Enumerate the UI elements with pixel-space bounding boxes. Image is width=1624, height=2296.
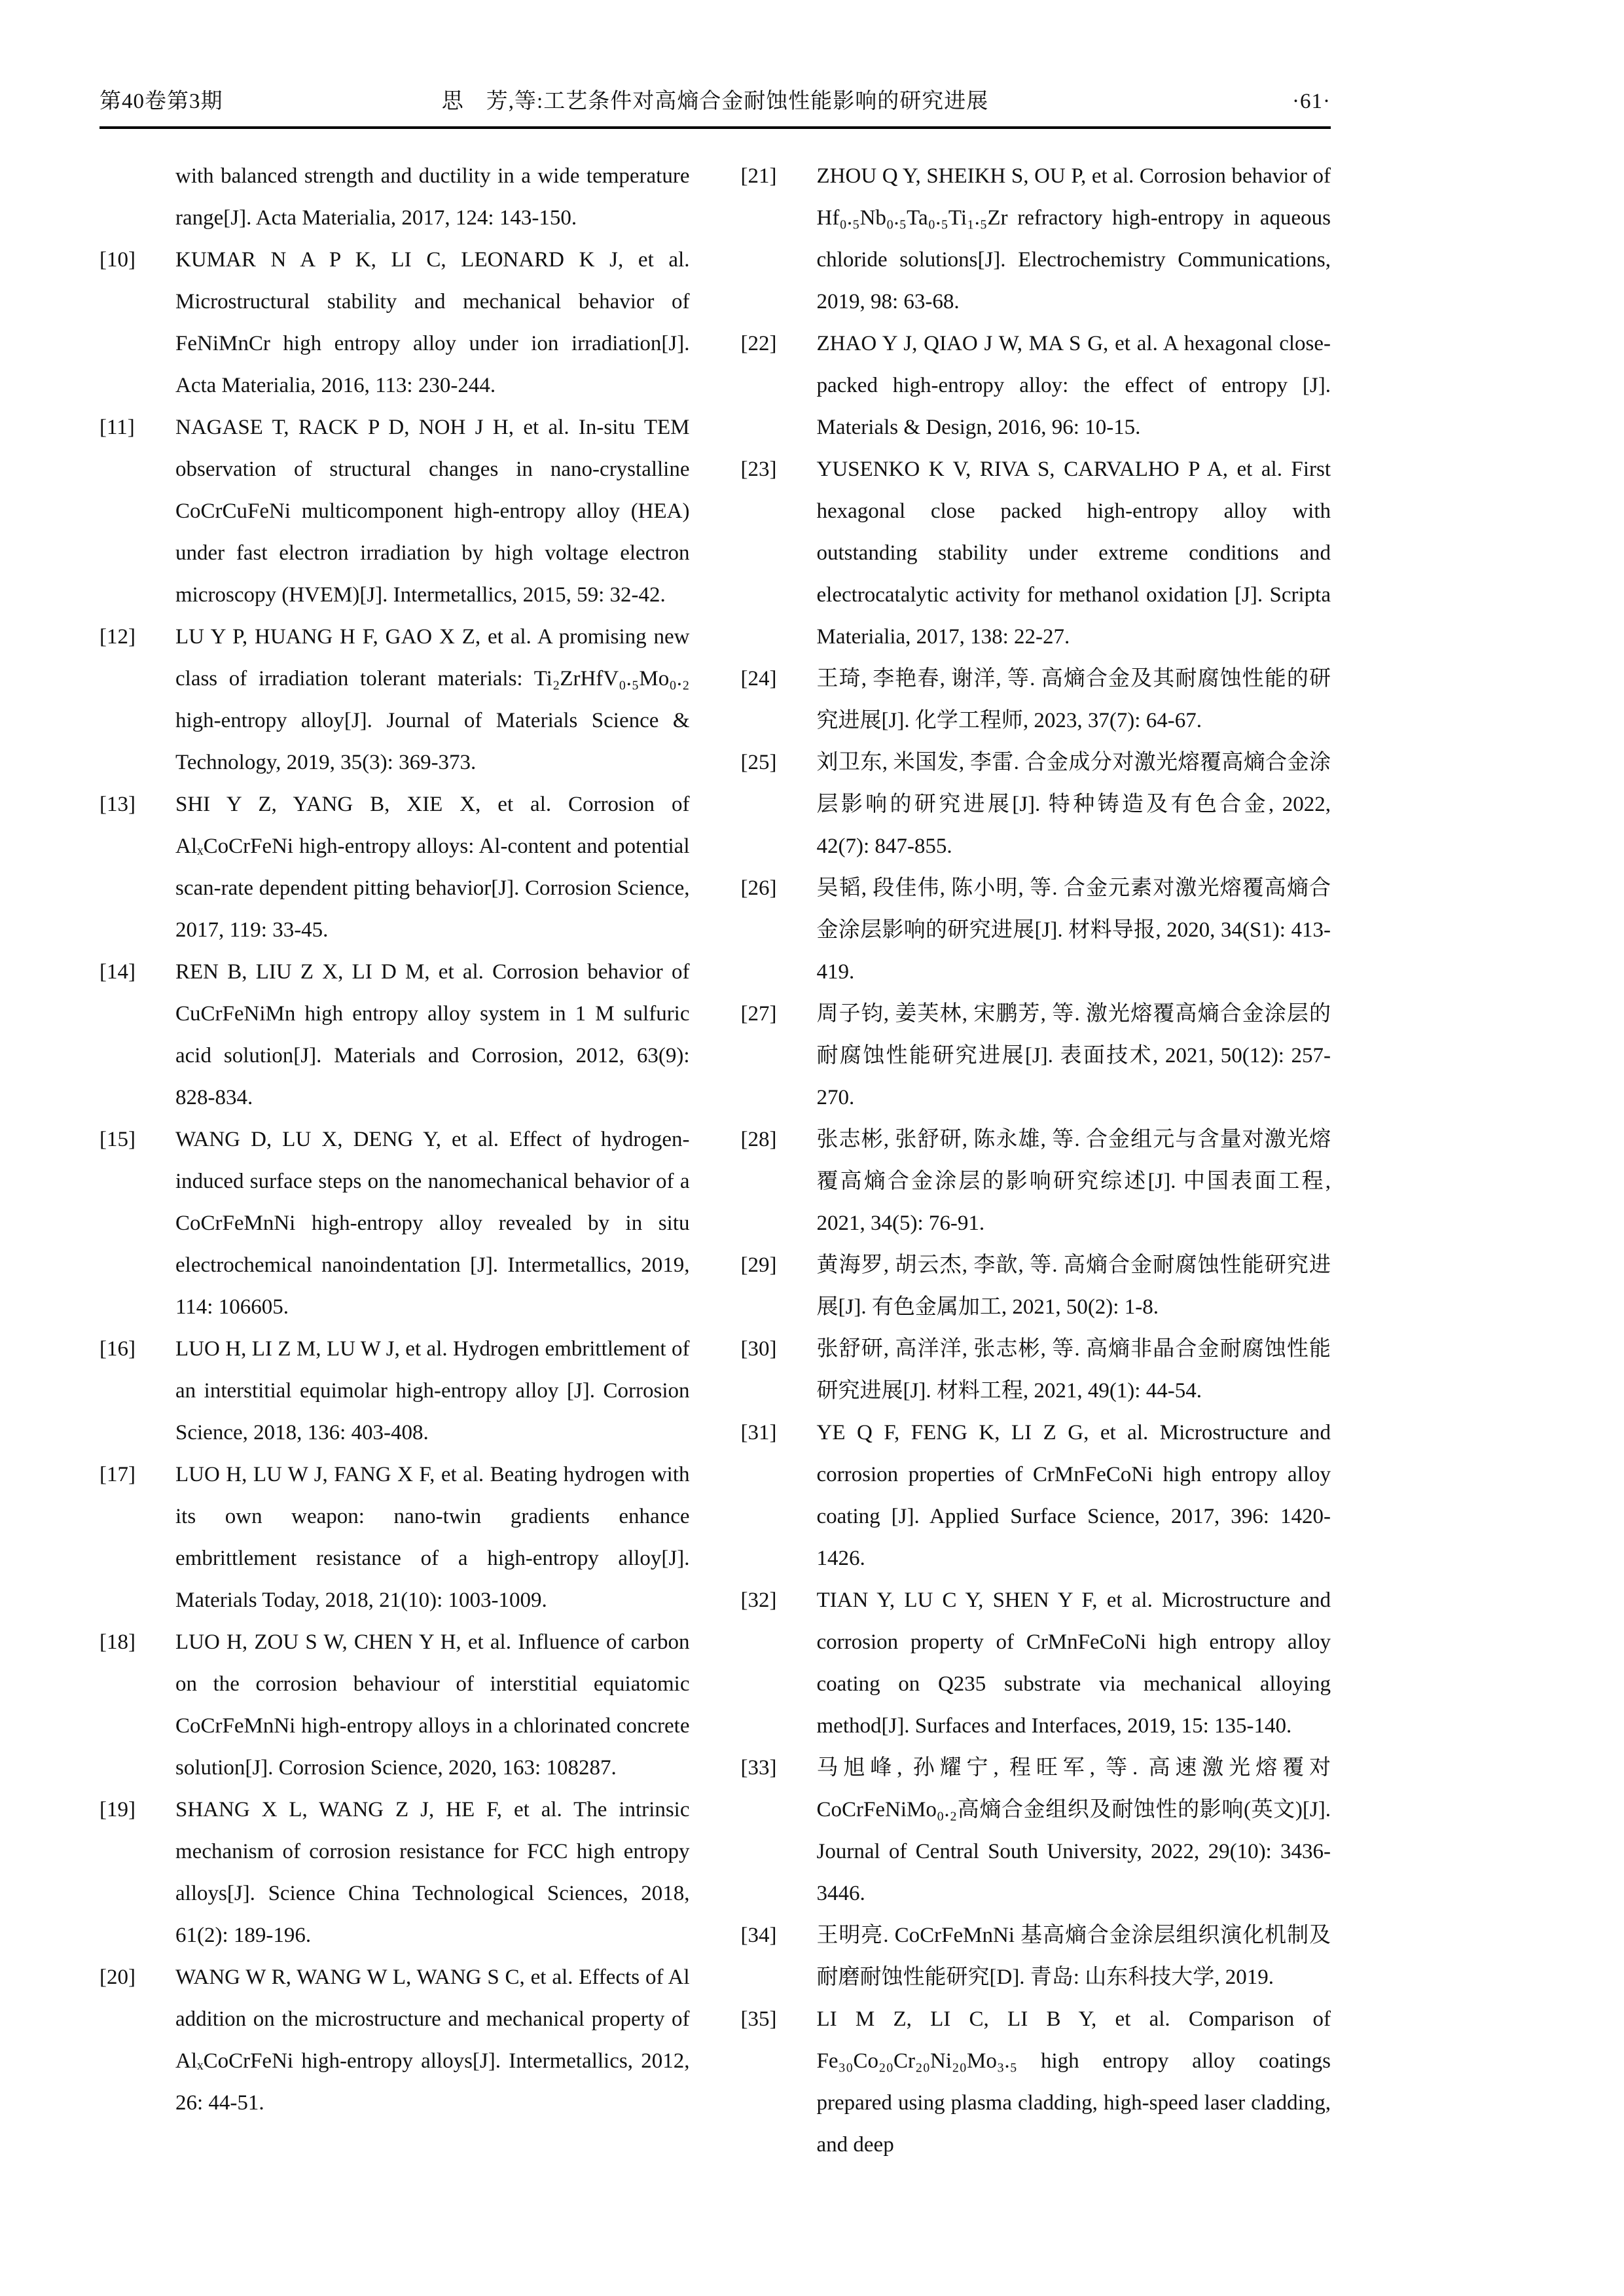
reference-item [99, 616, 690, 783]
reference-item [741, 1914, 1331, 1998]
reference-item [741, 448, 1331, 658]
reference-number: [24] [740, 667, 777, 691]
reference-item [741, 1998, 1331, 2166]
reference-number: [15] [99, 1128, 135, 1151]
reference-item [99, 1328, 690, 1454]
reference-text: NAGASE T, RACK P D, NOH J H, et al. In-situ TEM observation of structural changes in nano-crystalline CoCrCuFeNi multicomponent high-entropy alloy (HEA) under fast electron irradiation by high voltage electron microscopy (HVEM)[J]. Intermetallics, 2015, 59: 32-42. [175, 416, 690, 607]
reference-item [99, 783, 690, 951]
reference-text: TIAN Y, LU C Y, SHEN Y F, et al. Microstructure and corrosion property of CrMnFeCoNi high entropy alloy coating on Q235 substrate via mechanical alloying method[J]. Surfaces and Interfaces, 2019, 15: 135-140. [816, 1588, 1331, 1738]
reference-item [741, 1328, 1331, 1412]
volume-issue-label: 第40卷第3期 [99, 90, 223, 113]
reference-number: [19] [99, 1798, 135, 1821]
reference-number: [16] [99, 1337, 135, 1361]
reference-number: [22] [740, 332, 777, 355]
running-title: 思 芳,等:工艺条件对高熵合金耐蚀性能影响的研究进展 [441, 90, 989, 113]
reference-number: [20] [99, 1965, 135, 1989]
reference-text: LUO H, LI Z M, LU W J, et al. Hydrogen embrittlement of an interstitial equimolar high-entropy alloy [J]. Corrosion Science, 2018, 136: 403-408. [175, 1337, 690, 1444]
reference-item [99, 1789, 690, 1956]
reference-text: LU Y P, HUANG H F, GAO X Z, et al. A promising new class of irradiation tolerant materials: Ti₂ZrHfV₀.₅Mo₀.₂ high-entropy alloy[J]. Journal of Materials Science & Technology, 2019, 35(3): 369-373. [175, 625, 690, 774]
reference-text: 周子钧, 姜芙林, 宋鹏芳, 等. 激光熔覆高熵合金涂层的耐腐蚀性能研究进展[J]. 表面技术, 2021, 50(12): 257-270. [816, 1002, 1331, 1109]
reference-number: [23] [740, 457, 777, 481]
reference-item [741, 1747, 1331, 1914]
reference-number: [35] [740, 2007, 777, 2031]
reference-text: with balanced strength and ductility in a wide temperature range[J]. Acta Materialia, 2017, 124: 143-150. [175, 164, 690, 230]
reference-item [741, 1579, 1331, 1747]
reference-item [99, 1621, 690, 1789]
reference-number: [11] [99, 416, 135, 439]
reference-text: 马旭峰, 孙耀宁, 程旺军, 等. 高速激光熔覆对 CoCrFeNiMo₀.₂高熵合金组织及耐蚀性的影响(英文)[J]. Journal of Central South University, 2022, 29(10): 3436-3446. [816, 1756, 1331, 1905]
reference-text: LUO H, ZOU S W, CHEN Y H, et al. Influence of carbon on the corrosion behaviour of interstitial equiatomic CoCrFeMnNi high-entropy alloys in a chlorinated concrete solution[J]. Corrosion Science, 2020, 163: 108287. [175, 1630, 690, 1780]
reference-item [741, 742, 1331, 867]
reference-number: [17] [99, 1463, 135, 1486]
reference-number: [34] [740, 1924, 777, 1947]
reference-number: [28] [740, 1128, 777, 1151]
reference-text: 张志彬, 张舒研, 陈永雄, 等. 合金组元与含量对激光熔覆高熵合金涂层的影响研究综述[J]. 中国表面工程, 2021, 34(5): 76-91. [816, 1128, 1331, 1235]
reference-item [741, 1119, 1331, 1244]
reference-number: [31] [740, 1421, 777, 1444]
reference-text: 刘卫东, 米国发, 李雷. 合金成分对激光熔覆高熵合金涂层影响的研究进展[J]. 特种铸造及有色合金, 2022, 42(7): 847-855. [816, 751, 1331, 858]
reference-item [741, 1244, 1331, 1328]
reference-text: LUO H, LU W J, FANG X F, et al. Beating hydrogen with its own weapon: nano-twin gradients enhance embrittlement resistance of a high-entropy alloy[J]. Materials Today, 2018, 21(10): 1003-1009. [175, 1463, 690, 1612]
reference-text: 吴韬, 段佳伟, 陈小明, 等. 合金元素对激光熔覆高熵合金涂层影响的研究进展[J]. 材料导报, 2020, 34(S1): 413-419. [816, 876, 1331, 984]
reference-number: [30] [740, 1337, 777, 1361]
reference-number: [13] [99, 793, 135, 816]
reference-number: [27] [740, 1002, 777, 1026]
reference-item [741, 658, 1331, 742]
reference-text: SHANG X L, WANG Z J, HE F, et al. The intrinsic mechanism of corrosion resistance for FCC high entropy alloys[J]. Science China Technological Sciences, 2018, 61(2): 189-196. [175, 1798, 690, 1947]
reference-item [741, 993, 1331, 1119]
reference-item [99, 951, 690, 1119]
reference-number: [26] [740, 876, 777, 900]
reference-text: 王琦, 李艳春, 谢洋, 等. 高熵合金及其耐腐蚀性能的研究进展[J]. 化学工程师, 2023, 37(7): 64-67. [816, 667, 1331, 732]
reference-item [99, 239, 690, 406]
reference-number: [29] [740, 1253, 777, 1277]
reference-text: 张舒研, 高洋洋, 张志彬, 等. 高熵非晶合金耐腐蚀性能研究进展[J]. 材料工程, 2021, 49(1): 44-54. [816, 1337, 1331, 1403]
reference-item [741, 323, 1331, 448]
reference-text: ZHAO Y J, QIAO J W, MA S G, et al. A hexagonal close-packed high-entropy alloy: the effect of entropy [J]. Materials & Design, 2016, 96: 10-15. [816, 332, 1331, 439]
reference-item [741, 1412, 1331, 1579]
reference-text: SHI Y Z, YANG B, XIE X, et al. Corrosion of AlₓCoCrFeNi high-entropy alloys: Al-content and potential scan-rate dependent pitting behavior[J]. Corrosion Science, 2017, 119: 33-45. [175, 793, 690, 942]
reference-item [99, 155, 690, 239]
reference-text: ZHOU Q Y, SHEIKH S, OU P, et al. Corrosion behavior of Hf₀.₅Nb₀.₅Ta₀.₅Ti₁.₅Zr refractory high-entropy in aqueous chloride solutions[J]. Electrochemistry Communications, 2019, 98: 63-68. [816, 164, 1331, 314]
reference-number: [12] [99, 625, 135, 649]
reference-text: LI M Z, LI C, LI B Y, et al. Comparison of Fe₃₀Co₂₀Cr₂₀Ni₂₀Mo₃.₅ high entropy alloy coatings prepared using plasma cladding, high-speed laser cladding, and deep [816, 2007, 1331, 2157]
page-header [99, 84, 1331, 115]
reference-number: [32] [740, 1588, 777, 1612]
reference-number: [10] [99, 248, 135, 272]
reference-item [99, 1119, 690, 1328]
reference-item [99, 406, 690, 616]
reference-number: [21] [740, 164, 777, 188]
header-rule [99, 126, 1331, 129]
reference-text: KUMAR N A P K, LI C, LEONARD K J, et al. Microstructural stability and mechanical behavior of FeNiMnCr high entropy alloy under ion irradiation[J]. Acta Materialia, 2016, 113: 230-244. [175, 248, 690, 397]
references-column-right [741, 155, 1331, 2166]
reference-item [99, 1454, 690, 1621]
reference-text: WANG D, LU X, DENG Y, et al. Effect of hydrogen-induced surface steps on the nanomechanical behavior of a CoCrFeMnNi high-entropy alloy revealed by in situ electrochemical nanoindentation [J]. Intermetallics, 2019, 114: 106605. [175, 1128, 690, 1319]
reference-text: 王明亮. CoCrFeMnNi 基高熵合金涂层组织演化机制及耐磨耐蚀性能研究[D]. 青岛: 山东科技大学, 2019. [816, 1924, 1331, 1989]
reference-text: WANG W R, WANG W L, WANG S C, et al. Effects of Al addition on the microstructure and mechanical property of AlₓCoCrFeNi high-entropy alloys[J]. Intermetallics, 2012, 26: 44-51. [175, 1965, 690, 2115]
reference-text: YUSENKO K V, RIVA S, CARVALHO P A, et al. First hexagonal close packed high-entropy alloy with outstanding stability under extreme conditions and electrocatalytic activity for methanol oxidation [J]. Scripta Materialia, 2017, 138: 22-27. [816, 457, 1331, 649]
reference-text: 黄海罗, 胡云杰, 李歆, 等. 高熵合金耐腐蚀性能研究进展[J]. 有色金属加工, 2021, 50(2): 1-8. [816, 1253, 1331, 1319]
reference-number: [14] [99, 960, 135, 984]
references-section [99, 155, 1331, 2166]
references-column-left [99, 155, 690, 2166]
reference-number: [25] [740, 751, 777, 774]
page-number: ·61· [1292, 90, 1331, 113]
reference-item [741, 155, 1331, 323]
reference-text: YE Q F, FENG K, LI Z G, et al. Microstructure and corrosion properties of CrMnFeCoNi high entropy alloy coating [J]. Applied Surface Science, 2017, 396: 1420-1426. [816, 1421, 1331, 1570]
reference-item [99, 1956, 690, 2124]
reference-item [741, 867, 1331, 993]
reference-number: [18] [99, 1630, 135, 1654]
reference-text: REN B, LIU Z X, LI D M, et al. Corrosion behavior of CuCrFeNiMn high entropy alloy system in 1 M sulfuric acid solution[J]. Materials and Corrosion, 2012, 63(9): 828-834. [175, 960, 690, 1109]
reference-number: [33] [740, 1756, 777, 1780]
